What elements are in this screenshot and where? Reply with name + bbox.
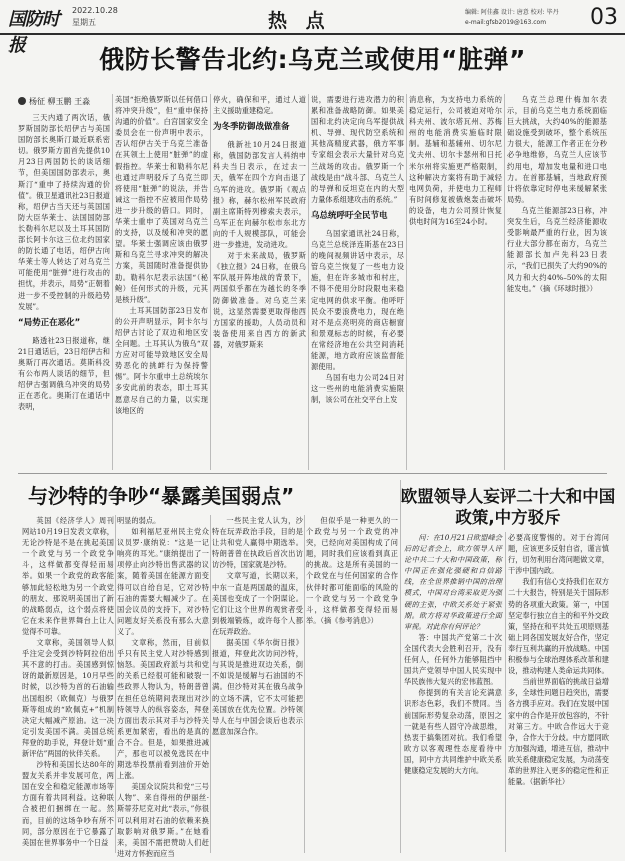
article1-column-4	[311, 94, 404, 470]
paragraph: 明显的弱点。	[117, 516, 161, 525]
article2-column-1	[22, 515, 114, 853]
date-block	[72, 5, 118, 29]
paragraph: 沙特和美国长达80年的盟友关系并非发展可危，两国在安全和稳定能源市场等方面有着共同利益。这种联合被把们捆绑在一起。然而，目前的这场争吵有所不同，部分原因在于它暴露了美国在世界事务中一个日益	[22, 760, 114, 847]
column-divider	[504, 94, 505, 470]
subheading: 乌总统呼吁全民节电	[311, 210, 388, 221]
article1-byline	[18, 96, 90, 107]
paragraph: 如利福尼亚州民主党众议员罗·康纳说：“这是一记响亮的耳光。”康纳提出了一项停止向沙特出售武器的议案，随着美国在能源方面变得可以自给自足，它对沙特石油的需要大幅减少了。在国会议员的支持下，对沙特问题友好关系没有那么大意义了。	[117, 527, 209, 636]
editor-email: e-mail:gfsb2019@163.com	[465, 19, 547, 26]
paragraph: 我们有信心支持我们在双方二十大报告，特别是关于国际形势的各项重大政策。第一，中国坚定奉行独立自主的和平外交政策，坚持在和平共处五项原则基础上同各国发展友好合作，坚定奉行互利共赢的开放战略。中国积极参与全球治理体系改革和建设，推动构建人类命运共同体。	[508, 577, 609, 676]
column-divider	[210, 515, 211, 853]
article1-column-1	[18, 112, 110, 470]
paragraph: 停火，确保和平，通过人道主义援助重建稳定。	[213, 95, 306, 116]
paragraph: 美国众议院共和党“三号人物”、来自得州的伊丽丝·斯蒂芬尼克对此“表示，”你很可以利用对石油的依赖来换取影响对俄罗斯。”在她看来，美国不需把赞助人们赶进对方怀抱而应当	[117, 782, 209, 858]
paragraph: 你提到的有关言论充满意识形态色彩，我们不赞同。当前国际形势复杂动荡，原因之一就是有些人固守冷战思维，热衷于搞集团对抗。我们希望欧方以客观理性态度看待中国，同中方共同维护中欧关系健康稳定发展的大方向。	[404, 688, 502, 775]
article1-column-3	[213, 94, 306, 470]
article1-column-2	[115, 94, 208, 470]
article1-column-5	[409, 94, 502, 470]
section-rule	[18, 473, 607, 474]
paragraph: 对于未来战局，俄罗斯《独立报》24日称，在俄乌军队展开阵地战的背景下，两国似乎都在为越长的冬季防御做准备。对乌克兰来说，这显然需要更取得他西方国家的援助，人员动员和装备使用来自西方的新武器，对俄罗斯来	[213, 251, 306, 349]
paragraph: 土耳其国防部23日发布的公开声明显示，阿卡尔与绍伊古讨论了双边和地区安全问题。土耳其认为俄乌“双方应对可能导致地区安全局势恶化的挑衅行为保持警惕”。阿卡尔重申土总统埃尔多安此前的表态，即土耳其愿意尽自己的力量，以实现该地区的	[115, 305, 208, 415]
paragraph: 俄新社10月24日报道称，俄国防部发言人科纳申科夫当日表示，在过去一天，俄军在四个方向击退了乌军的进攻。俄罗斯《观点报》称，赫尔松州军民政府副主席斯特列穆索夫表示，乌军正在向赫尔松市东北方向的千人规模部队，可能会进一步推进，发动进攻。	[213, 140, 306, 250]
column-divider	[304, 515, 305, 853]
editor-credits	[465, 8, 559, 28]
paragraph: 但似乎是一种更久的一个政党与另一个政党的冲突，已经向对美国构成了问题，同时我们应该看到真正的挑战。这是所有美国的一个政党在与任何国家的合作伙伴时都可能面临的风险的一个政党与另一个政党争斗，这样做都变得轻而易举。（摘《参考消息》）	[306, 516, 398, 625]
paragraph: 文章称，美国领导人似乎注定会受到沙特阿拉伯出其不意的打击。美国感到惊讶的最新原因是，10月早些时候，以沙特为首的石油输出国组织（欧佩克）与俄罗斯等组成的“欧佩克+”机制决定大幅减产原油。这一决定引发美国不满。美国总统拜登的助手说，拜登计划“重新评估”两国的伙伴关系。	[22, 638, 114, 758]
article2-column-4	[306, 515, 398, 853]
article2-headline: 与沙特的争吵“暴露美国弱点”	[28, 484, 295, 508]
header-rule	[0, 33, 625, 35]
page-number: 03	[590, 5, 618, 30]
paragraph: 文章写道，长期以来，中东一直是两国最的温床，美国也变成了一个阴谋论。它们让这个世界的观赏者受到极端锻炼，或许每个人都在玩弄政治。	[212, 571, 303, 636]
paragraph: 一些民主党人认为，沙特在玩弄政治手段，目的是让共和党人赢得中期选举。特朗普曾在执政后首次出访访沙特，国家就是沙特。	[212, 516, 303, 570]
column-divider	[115, 515, 116, 853]
paragraph: 乌国有电力公司24日对这一些州的电能消费实施限制，该公司在社交平台上发	[311, 373, 404, 405]
column-divider	[400, 480, 401, 853]
byline-authors: 杨征 柳玉鹏 王淼	[29, 97, 91, 106]
article2-column-3	[212, 515, 303, 853]
paragraph: 答：中国共产党第二十次全国代表大会胜利召开，没有任何人，任何外力能够阻挡中国共产党领导中国人民实现中华民族伟大复兴的宏伟蓝图。	[404, 632, 502, 687]
article1-column-6	[507, 94, 607, 470]
paragraph: 当前世界面临的挑战日益增多，全球性问题日趋突出，需要各方携手应对。我们在发展中国家中的合作是开放包容的，不针对第三方。中欧合作远大于竞争，合作大于分歧。中方愿同欧方加强沟通，增进互信，推动中欧关系健康稳定发展，为动荡变革的世界注入更多的稳定性和正能量。（据新华社）	[508, 677, 609, 787]
paragraph: 文章称，然而，目前似乎只有民主党人对沙特感到恼怒。美国政府派与共和党的关系已经很可能和破裂一些政界人物认为，特朗普曾在担任总统期间表现出对沙特领导人的纵容姿态，拜登方面出表示其对手与沙特关系更加紧密，看出的是真的合不合。但是，如果推进减产，那也可以被免选民在中期选举投票前看到油价开始上涨。	[117, 638, 209, 781]
column-divider	[308, 94, 309, 470]
issue-weekday: 星期五	[72, 18, 96, 27]
paragraph: 问：在10月21日欧盟峰会后的记者会上，欧方领导人评论中共二十大和中国政策，称中国正在强化强硬和自信路线，在全世界推销中国的治理模式，中国对台湾采取更为强硬的主张，中欧关系处于紧张期。欧方将对华政策进行全面审视。对此你有何评论？	[404, 533, 502, 631]
article3-column-1	[404, 532, 502, 852]
paragraph: 英国《经济学人》周刊网站10月19日发表文章称，无论沙特是不是在挑起美国一个政党与另一个政党争斗，这样做都变得轻而易举。如果一个政党的政客能够加此轻松地为另一个政党的朋友、那说明美国出了新的战略弱点，这个弱点将使它在未来作世界舞台上让人觉得不可靠。	[22, 516, 114, 636]
column-divider	[406, 94, 407, 470]
section-title: 热 点	[268, 10, 331, 32]
article1-headline: 俄防长警告北约:乌克兰或使用“脏弹”	[99, 45, 526, 74]
paragraph: 乌克兰能源部23日称，冲突发生后，乌克兰经济能源收受影响最严重的行业，因为该行业大部分都在南方，乌克兰能源部长加卢先科23日表示，“我们已损失了大约90%的风力和大约40%–50%的太阳能发电。”（摘《环球时报》）	[507, 205, 607, 293]
issue-date: 2022.10.28	[72, 6, 118, 15]
paragraph: 三天内通了两次话，俄罗斯国防部长绍伊古与美国国防部长奥斯汀最近联系密切。俄罗斯方面首先提供10月23日两国防长的谈话细节，但美国国防部表示，奥斯汀“重申了持续沟通的价值”。俄卫星通讯社23日报道称，绍伊古当天还与英国国防大臣华莱士、法国国防部长勒科尔尼以及土耳其国防部长阿卡尔这三位北约国家的防长通了电话，绍伊古向华莱士等人转达了对乌克兰可能使用“脏弹”进行攻击的担忧，并表示，局势“正朝着进一步不受控制的升级趋势发展”。	[18, 113, 110, 311]
subheading: 为冬季防御战做准备	[213, 122, 290, 133]
paragraph: 消息称，为支持电力系统的稳定运行，公司被迫对哈尔科夫州、波尔塔瓦州、苏梅州的电能消费实施临时限制。基辅和基辅州、切尔尼戈夫州、切尔卡瑟州和日托米尔州将实施更严格限制，这种解决方案将有助于减轻电网负荷，并使电力工程师有时间修复被俄炮轰击破坏的设备，电力公司预计恢复供电时间为16至24小时。	[409, 95, 502, 227]
column-divider	[112, 94, 113, 470]
paragraph: 美国“拒绝俄罗斯以任何借口将冲突升级”，但“重申保持沟通的价值”。白宫国家安全委员会在一份声明中表示，否认绍伊古关于乌克兰准备在其领土上使用“脏弹”的虚假指控。华莱士和勒科尔尼也通过声明驳斥了乌克兰即将使用“脏弹”的说法，并告诫这一指控不应被用作局势进一步升级的借口。同时，华莱士重申了英国对乌克兰的支持，以及缓和冲突的愿望。华莱士强调应该由俄罗斯和乌克兰寻求冲突的解决方案，英国随时准备提供协助。勒科尔尼表示法国“（秘鲍）任何形式的升级，元其是核升级”。	[115, 95, 208, 304]
column-divider	[505, 532, 506, 852]
paragraph: 必要高度警惕的。对于台湾问题，应该更多反射自省，谨言慎行，切勿利用台湾问题做文章，干涉中国内政。	[508, 533, 609, 576]
column-divider	[210, 94, 211, 470]
paragraph: 说，需要进行进攻潜力的积累和准备战略防御。如果美国和北约决定向乌军提供战机、导弹、现代防空系统和其他高精度武器，俄方军事专家组会表示大量针对乌克兰战场的攻击。俄罗斯一个战线是由“战斗部、乌克兰人的导弹和反坦克在内的大型力量体系组建攻击的系统。”	[311, 95, 404, 204]
masthead-logo: 国防时报	[8, 9, 59, 56]
paragraph: 乌克兰总理什梅加尔表示，目前乌克兰电力系统面临巨大挑战，大约40%的能源基础设施受到破坏，整个系统压力很大，能源工作者正在分秒必争地维修，乌克兰人应该节约用电，增加发电量和进口电力。在首都基辅，当地政府预计将依靠定时停电来缓解紧张局势。	[507, 95, 607, 204]
article2-column-2	[117, 515, 209, 858]
subheading: “局势正在恶化”	[18, 317, 81, 328]
article3-column-2	[508, 532, 609, 852]
byline-bullet-icon	[18, 97, 26, 105]
article3-headline: 欧盟领导人妄评二十大和中国政策,中方驳斥	[400, 487, 616, 527]
paragraph: 据美国《华尔街日报》报道，拜登此次访问沙特，与其说是推进双边关系，倒不如说是缓解与石油国的不满。但沙特对其在俄乌战争的立场不满，它不太可能把美国放在优先位置。沙特领导人在与中国会谈后也表示愿意加深合作。	[212, 638, 303, 736]
editor-names: 编辑: 阿佳鑫 设计: 唐意 校对: 毕丹	[465, 9, 559, 16]
paragraph: 乌国家通讯社24日称，乌克兰总统泽连斯基在23日的晚间视频讲话中表示，尽管乌克兰恢复了一些电力设施，但在许多城市和村庄，不得不使用分时段限电来稳定电网的供求平衡。他呼吁民众不要浪费电力，现在绝对不是点亮明亮的商店橱窗和景观标志的时候，有必要在常经济地在公共空间消耗能源，地方政府应该监督能源使用。	[311, 228, 404, 372]
paragraph: 路透社23日报道称，继21日通话后，23日绍伊古和奥斯汀再次通话。莫斯科没有公布两人谈话的细节，但绍伊古强调俄乌冲突的局势正在恶化。奥斯汀在通话中表明，	[18, 335, 110, 412]
